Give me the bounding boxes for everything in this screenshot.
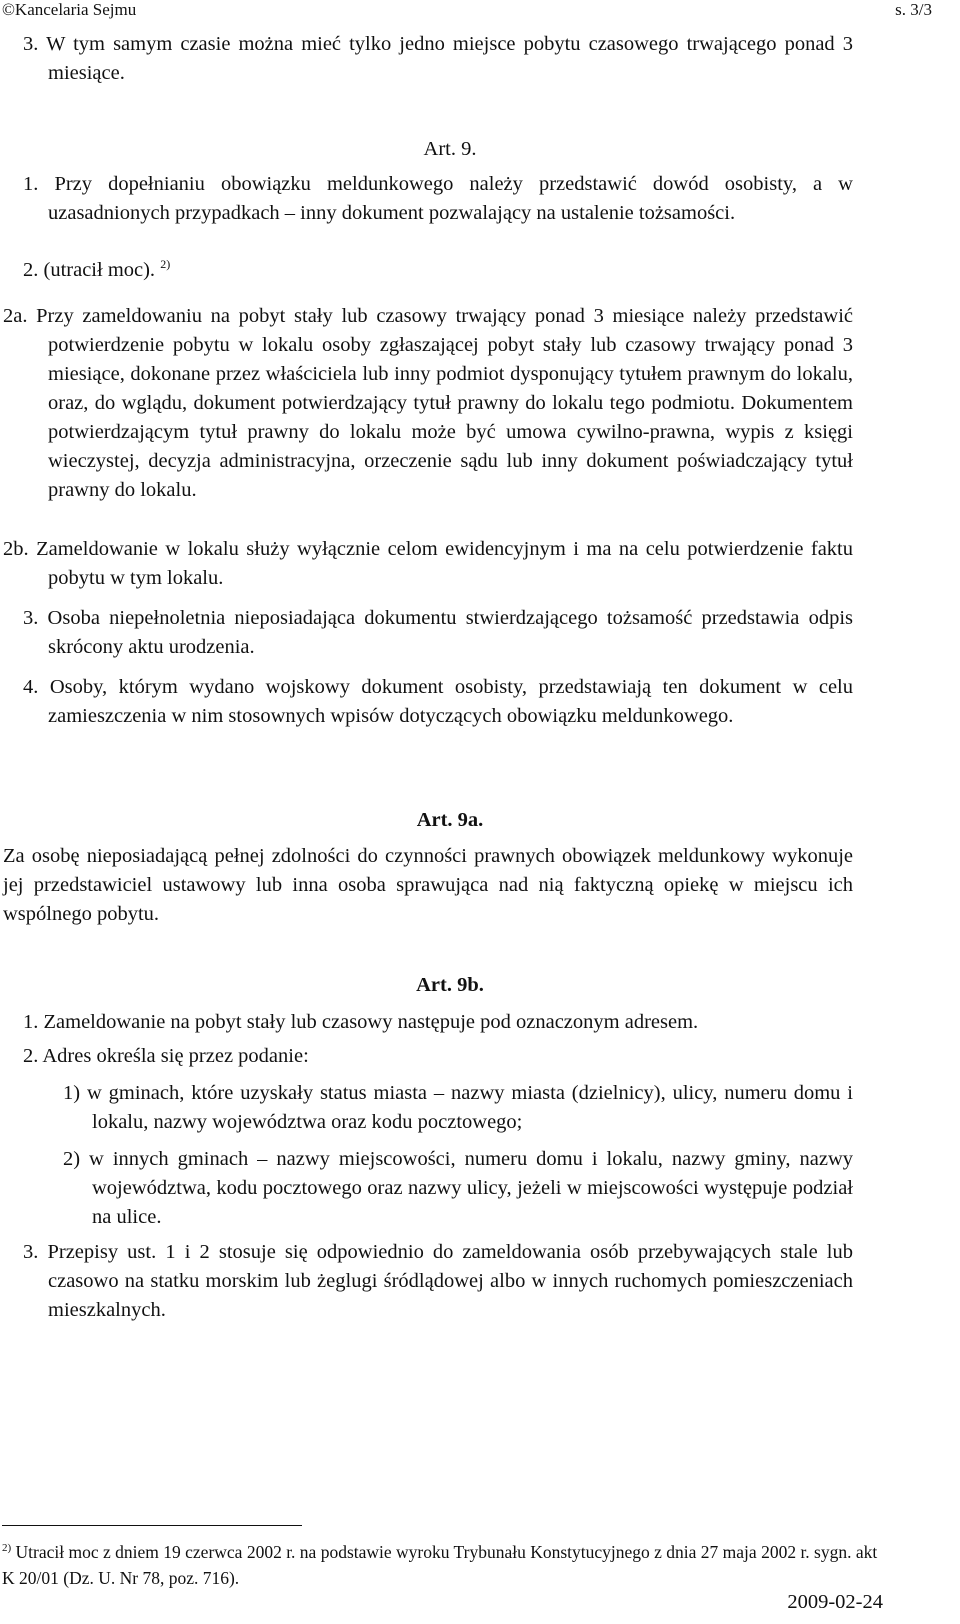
- art9a-title: Art. 9a.: [416, 809, 484, 831]
- art9b-title: Art. 9b.: [416, 974, 484, 996]
- art9a-text: Za osobę nieposiadającą pełnej zdolności do czynności prawnych obowiązek meldunkowy wykonuje jej przedstawiciel ustawowy lub inna osoba sprawująca nad nią faktyczną opiekę w miejscu ich wspólnego pobytu.: [3, 845, 853, 925]
- footnote-text: Utracił moc z dniem 19 czerwca 2002 r. na podstawie wyroku Trybunału Konstytucyjnego z dnia 27 maja 2002 r. sygn. akt K 20/01 (Dz. U. Nr 78, poz. 716).: [2, 1542, 878, 1588]
- art9-paragraph-2b: 2b. Zameldowanie w lokalu służy wyłącznie celom ewidencyjnym i ma na celu potwierdzenie faktu pobytu w tym lokalu.: [3, 538, 853, 589]
- footnote-marker: 2): [2, 1542, 12, 1554]
- art8-paragraph-3: 3. W tym samym czasie można mieć tylko jedno miejsce pobytu czasowego trwającego ponad 3 miesiące.: [23, 33, 853, 84]
- art9-paragraph-3: 3. Osoba niepełnoletnia nieposiadająca dokumentu stwierdzającego tożsamość przedstawia odpis skrócony aktu urodzenia.: [23, 607, 853, 658]
- art9-paragraph-2a: 2a. Przy zameldowaniu na pobyt stały lub czasowy trwający ponad 3 miesiące należy przedstawić potwierdzenie pobytu w lokalu osoby zgłaszającej pobyt stały lub czasowy trwający ponad 3 miesiące, dokonane przez właściciela lub inny podmiot dysponujący tytułem prawnym do lokalu, oraz, do wglądu, dokument potwierdzający tytuł prawny do lokalu tego podmiotu. Dokumentem potwierdzającym tytuł prawny do lokalu może być umowa cywilno-prawna, wypis z księgi wieczystej, decyzja administracyjna, orzeczenie sądu lub inny dokument poświadczający tytuł prawny do lokalu.: [3, 305, 853, 501]
- header-page-number: s. 3/3: [895, 0, 932, 19]
- document-date: 2009-02-24: [787, 1591, 883, 1613]
- art9b-paragraph-2: 2. Adres określa się przez podanie:: [23, 1045, 309, 1067]
- footnote-separator: [2, 1525, 302, 1526]
- art9b-paragraph-3: 3. Przepisy ust. 1 i 2 stosuje się odpowiednio do zameldowania osób przebywających stale lub czasowo na statku morskim lub żeglugi śródlądowej albo w innych ruchomych pomieszczeniach mieszkalnych.: [23, 1241, 853, 1321]
- art9b-point-1: 1) w gminach, które uzyskały status miasta – nazwy miasta (dzielnicy), ulicy, numeru domu i lokalu, nazwy województwa oraz kodu pocztowego;: [63, 1082, 853, 1133]
- art9b-paragraph-1: 1. Zameldowanie na pobyt stały lub czasowy następuje pod oznaczonym adresem.: [23, 1011, 699, 1033]
- header-source: ©Kancelaria Sejmu: [2, 0, 137, 19]
- art9-paragraph-2: [23, 256, 853, 285]
- footnote-reference: 2): [160, 257, 171, 271]
- footnote: [2, 1539, 882, 1591]
- art9-title: Art. 9.: [423, 138, 477, 160]
- art9-paragraph-4: 4. Osoby, którym wydano wojskowy dokument osobisty, przedstawiają ten dokument w celu zamieszczenia w nim stosownych wpisów dotyczących obowiązku meldunkowego.: [23, 676, 853, 727]
- art9b-point-2: 2) w innych gminach – nazwy miejscowości, numeru domu i lokalu, nazwy gminy, nazwy województwa, kodu pocztowego oraz nazwy ulicy, jeżeli w miejscowości występuje podział na ulice.: [63, 1148, 853, 1228]
- art9-paragraph-1: 1. Przy dopełnianiu obowiązku meldunkowego należy przedstawić dowód osobisty, a w uzasadnionych przypadkach – inny dokument pozwalający na ustalenie tożsamości.: [23, 173, 853, 224]
- art9-paragraph-2-text: 2. (utracił moc).: [23, 259, 156, 281]
